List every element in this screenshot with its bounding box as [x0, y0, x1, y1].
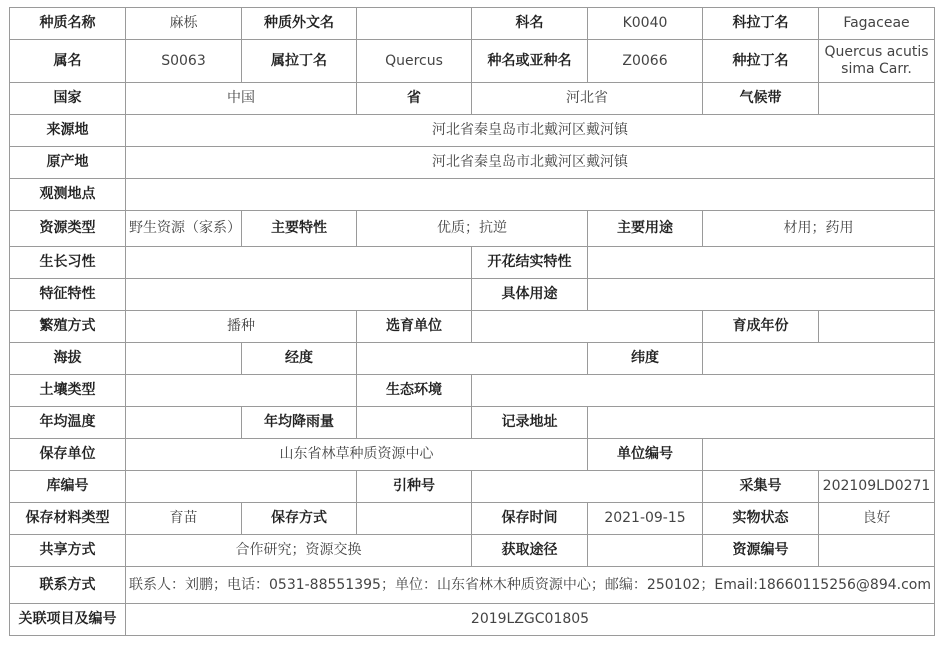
table-row — [10, 604, 935, 636]
field-label: 资源类型 — [10, 211, 126, 247]
field-value — [357, 8, 472, 40]
field-label: 国家 — [10, 83, 126, 115]
field-value: 育苗 — [126, 503, 242, 535]
table-row — [10, 147, 935, 179]
field-label: 获取途径 — [472, 535, 588, 567]
table-row — [10, 211, 935, 247]
field-value — [357, 343, 588, 375]
field-label: 省 — [357, 83, 472, 115]
table-row — [10, 279, 935, 311]
field-value: 中国 — [126, 83, 357, 115]
field-value — [126, 279, 472, 311]
field-label: 经度 — [242, 343, 357, 375]
field-value: 202109LD0271 — [819, 471, 935, 503]
field-value — [357, 503, 472, 535]
field-value — [819, 83, 935, 115]
field-value: 优质；抗逆 — [357, 211, 588, 247]
field-label: 原产地 — [10, 147, 126, 179]
field-value — [126, 247, 472, 279]
field-value — [126, 471, 357, 503]
field-label: 繁殖方式 — [10, 311, 126, 343]
field-value: 2021-09-15 — [588, 503, 703, 535]
field-value: 河北省秦皇岛市北戴河区戴河镇 — [126, 147, 935, 179]
field-value — [472, 375, 935, 407]
field-label: 保存材料类型 — [10, 503, 126, 535]
field-value: 河北省 — [472, 83, 703, 115]
field-value — [357, 407, 472, 439]
field-label: 属名 — [10, 40, 126, 83]
field-label: 种质名称 — [10, 8, 126, 40]
field-value — [703, 343, 935, 375]
field-label: 科名 — [472, 8, 588, 40]
field-label: 年均降雨量 — [242, 407, 357, 439]
field-value: Fagaceae — [819, 8, 935, 40]
field-label: 单位编号 — [588, 439, 703, 471]
field-value — [703, 439, 935, 471]
field-label: 共享方式 — [10, 535, 126, 567]
field-value: 山东省林草种质资源中心 — [126, 439, 588, 471]
field-label: 保存方式 — [242, 503, 357, 535]
field-value: 材用；药用 — [703, 211, 935, 247]
field-label: 育成年份 — [703, 311, 819, 343]
field-value: 2019LZGC01805 — [126, 604, 935, 636]
field-label: 气候带 — [703, 83, 819, 115]
field-label: 选育单位 — [357, 311, 472, 343]
field-label: 生态环境 — [357, 375, 472, 407]
field-label: 种拉丁名 — [703, 40, 819, 83]
field-value: K0040 — [588, 8, 703, 40]
field-value — [588, 247, 935, 279]
table-row — [10, 375, 935, 407]
field-label: 土壤类型 — [10, 375, 126, 407]
field-value — [819, 535, 935, 567]
table-row — [10, 247, 935, 279]
field-label: 生长习性 — [10, 247, 126, 279]
table-row — [10, 343, 935, 375]
table-row — [10, 535, 935, 567]
table-row — [10, 8, 935, 40]
field-label: 主要用途 — [588, 211, 703, 247]
field-label: 年均温度 — [10, 407, 126, 439]
field-label: 属拉丁名 — [242, 40, 357, 83]
field-value: 联系人：刘鹏；电话：0531-88551395；单位：山东省林木种质资源中心；邮编：250102；Email:18660115256@894.com — [126, 567, 935, 604]
field-value: Z0066 — [588, 40, 703, 83]
field-value — [472, 471, 703, 503]
germplasm-info-table-container — [9, 7, 934, 636]
field-value — [472, 311, 703, 343]
field-value: S0063 — [126, 40, 242, 83]
field-label: 开花结实特性 — [472, 247, 588, 279]
field-label: 记录地址 — [472, 407, 588, 439]
field-value: Quercus acutissima Carr. — [819, 40, 935, 83]
field-value: 合作研究；资源交换 — [126, 535, 472, 567]
table-row — [10, 503, 935, 535]
field-label: 来源地 — [10, 115, 126, 147]
field-label: 保存单位 — [10, 439, 126, 471]
table-row — [10, 179, 935, 211]
table-row — [10, 115, 935, 147]
field-label: 引种号 — [357, 471, 472, 503]
field-label: 资源编号 — [703, 535, 819, 567]
field-value: Quercus — [357, 40, 472, 83]
field-label: 种名或亚种名 — [472, 40, 588, 83]
table-row — [10, 471, 935, 503]
field-value — [588, 279, 935, 311]
table-row — [10, 439, 935, 471]
field-value — [126, 375, 357, 407]
field-label: 特征特性 — [10, 279, 126, 311]
field-label: 科拉丁名 — [703, 8, 819, 40]
field-value: 野生资源（家系） — [126, 211, 242, 247]
field-label: 具体用途 — [472, 279, 588, 311]
field-label: 观测地点 — [10, 179, 126, 211]
field-label: 关联项目及编号 — [10, 604, 126, 636]
field-value — [588, 407, 935, 439]
field-label: 种质外文名 — [242, 8, 357, 40]
field-label: 库编号 — [10, 471, 126, 503]
field-value: 河北省秦皇岛市北戴河区戴河镇 — [126, 115, 935, 147]
field-value — [126, 179, 935, 211]
field-label: 联系方式 — [10, 567, 126, 604]
field-value: 麻栎 — [126, 8, 242, 40]
field-value — [588, 535, 703, 567]
table-row — [10, 40, 935, 83]
field-label: 保存时间 — [472, 503, 588, 535]
field-value — [126, 407, 242, 439]
field-label: 实物状态 — [703, 503, 819, 535]
field-value — [819, 311, 935, 343]
table-row — [10, 83, 935, 115]
field-label: 海拔 — [10, 343, 126, 375]
field-label: 纬度 — [588, 343, 703, 375]
field-label: 采集号 — [703, 471, 819, 503]
field-value: 良好 — [819, 503, 935, 535]
table-row — [10, 407, 935, 439]
field-value — [126, 343, 242, 375]
germplasm-info-table — [9, 7, 935, 636]
field-label: 主要特性 — [242, 211, 357, 247]
table-row — [10, 311, 935, 343]
table-row — [10, 567, 935, 604]
field-value: 播种 — [126, 311, 357, 343]
